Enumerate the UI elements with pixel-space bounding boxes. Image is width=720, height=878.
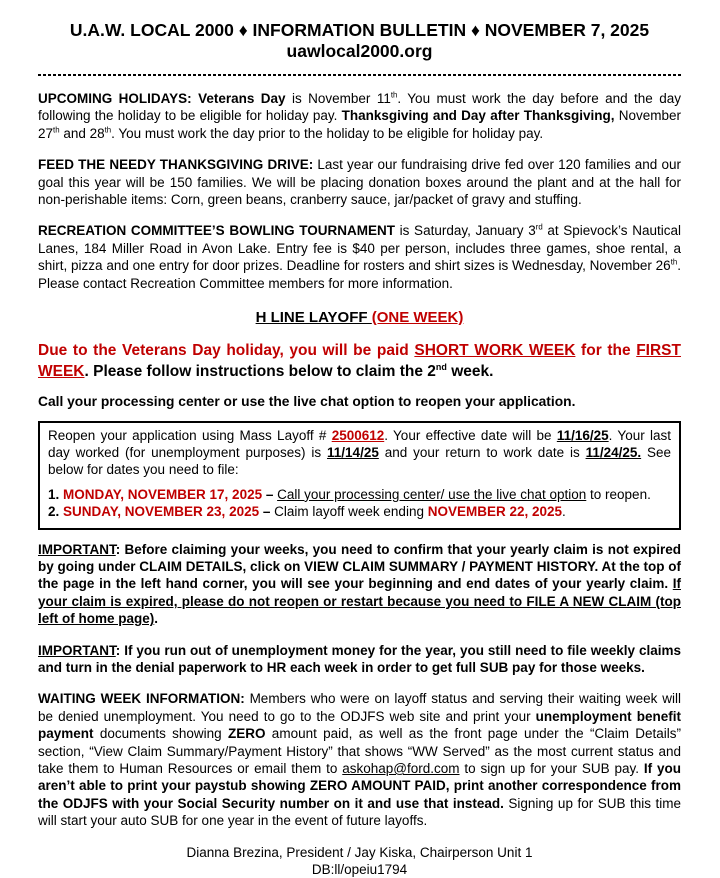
bulletin-header: [38, 20, 681, 62]
website-url: uawlocal2000.org: [286, 41, 433, 61]
bowling-tournament-paragraph: RECREATION COMMITTEE’S BOWLING TOURNAMENT is Saturday, January 3rd at Spievock’s Nautical Lanes, 184 Miller Road in Avon Lake. Entry fee is $40 per person, includes three games, shoe rental, a shirt, pizza and one entry for door prizes. Deadline for rosters and shirt sizes is Wednesday, November 26th. Please contact Recreation Committee members for more information.: [38, 222, 681, 291]
short-work-week-notice: Due to the Veterans Day holiday, you will be paid SHORT WORK WEEK for the FIRST WEEK. Please follow instructions below to claim the 2nd week.: [38, 342, 681, 380]
bulletin-footer: [38, 844, 681, 878]
reopen-instructions-box: [38, 421, 681, 530]
important-sub-paragraph: IMPORTANT: If you run out of unemployment money for the year, you still need to file weekly claims and turn in the denial paperwork to HR each week in order to get full SUB pay for those weeks.: [38, 642, 681, 676]
h-line-layoff-heading: H LINE LAYOFF (ONE WEEK): [255, 309, 464, 327]
dashed-divider: [38, 74, 681, 76]
upcoming-holidays-paragraph: UPCOMING HOLIDAYS: Veterans Day is November 11th. You must work the day before and the day following the holiday to be eligible for holiday pay. Thanksgiving and Day after Thanksgiving, November 27th and 28th. You must work the day prior to the holiday to be eligible for holiday pay.: [38, 90, 681, 141]
call-processing-center-line: Call your processing center or use the live chat option to reopen your application.: [38, 394, 576, 410]
file-date-item-1: 1. MONDAY, NOVEMBER 17, 2025 – Call your processing center/ use the live chat option to reopen.: [48, 486, 651, 502]
reference-line: DB:ll/opeiu1794: [311, 861, 408, 877]
bulletin-title: U.A.W. LOCAL 2000 ♦ INFORMATION BULLETIN ♦ NOVEMBER 7, 2025: [69, 20, 650, 40]
feed-the-needy-paragraph: FEED THE NEEDY THANKSGIVING DRIVE: Last year our fundraising drive fed over 120 families and our goal this year will be 150 families. We will be placing donation boxes around the plant and at the hall for non-perishable items: Corn, green beans, cranberry sauce, jar/packet of gravy and stuffing.: [38, 157, 681, 208]
important-claim-paragraph: IMPORTANT: Before claiming your weeks, you need to confirm that your yearly claim is not expired by going under CLAIM DETAILS, click on VIEW CLAIM SUMMARY / PAYMENT HISTORY. At the top of the page in the left hand corner, you will see your beginning and end dates of your yearly claim. If your claim is expired, please do not reopen or restart because you need to FILE A NEW CLAIM (top left of home page).: [38, 541, 681, 627]
waiting-week-paragraph: WAITING WEEK INFORMATION: Members who were on layoff status and serving their waiting week will be denied unemployment. You need to go to the ODJFS web site and print your unemployment benefit payment documents showing ZERO amount paid, as well as the front page under the “Claim Details” section, “View Claim Summary/Payment History” that shows “WW Served” as the most current status and take them to Human Resources or email them to askohap@ford.com to sign up for your SUB pay. If you aren’t able to print your paystub showing ZERO AMOUNT PAID, print another correspondence from the ODJFS with your Social Security number on it and use that instead. Signing up for SUB this time will start your auto SUB for one year in the event of future layoffs.: [38, 691, 682, 829]
file-date-item-2: 2. SUNDAY, NOVEMBER 23, 2025 – Claim layoff week ending NOVEMBER 22, 2025.: [48, 503, 566, 519]
signature-line: Dianna Brezina, President / Jay Kiska, Chairperson Unit 1: [186, 844, 533, 860]
reopen-intro: Reopen your application using Mass Layoff # 2500612. Your effective date will be 11/16/25. Your last day worked (for unemployment purposes) is 11/14/25 and your return to work date is 11/24/25. See below for dates you need to file:: [48, 428, 672, 477]
